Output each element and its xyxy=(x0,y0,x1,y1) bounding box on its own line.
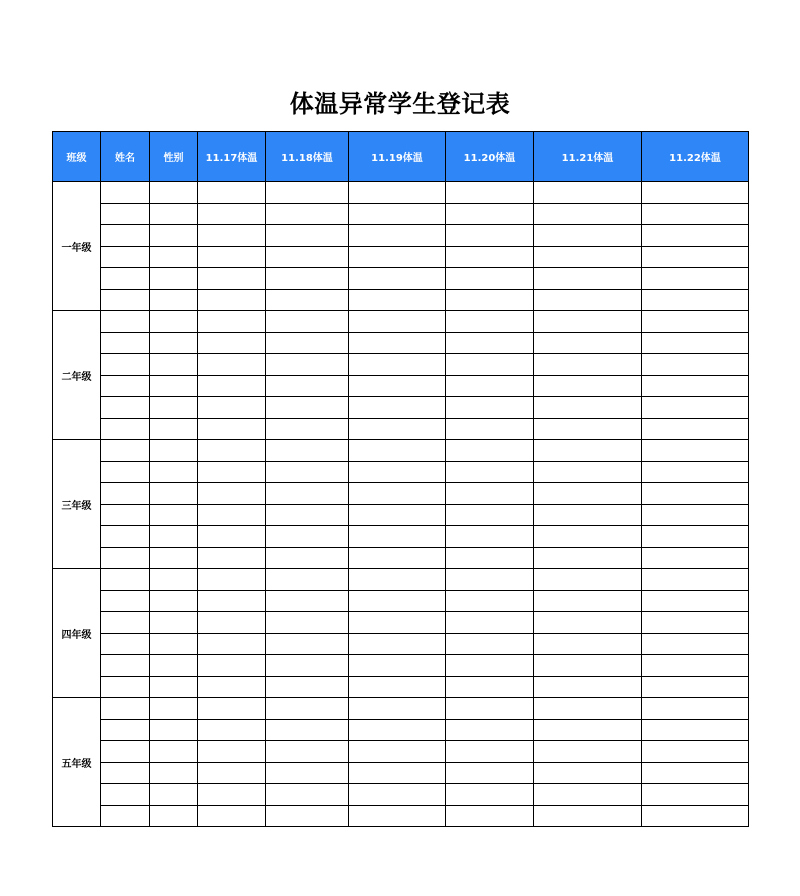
header-temp-1120: 11.20体温 xyxy=(446,132,534,182)
entry-cell[interactable] xyxy=(150,332,198,354)
entry-cell[interactable] xyxy=(101,612,150,634)
table-row xyxy=(53,719,749,741)
entry-cell[interactable] xyxy=(349,440,446,462)
entry-cell[interactable] xyxy=(101,741,150,763)
table-row xyxy=(53,225,749,247)
header-temp-1119: 11.19体温 xyxy=(349,132,446,182)
entry-cell[interactable] xyxy=(266,203,349,225)
entry-cell[interactable] xyxy=(642,289,749,311)
entry-cell[interactable] xyxy=(349,504,446,526)
entry-cell[interactable] xyxy=(534,741,642,763)
entry-cell[interactable] xyxy=(266,182,349,204)
entry-cell[interactable] xyxy=(349,784,446,806)
entry-cell[interactable] xyxy=(446,741,534,763)
entry-cell[interactable] xyxy=(101,698,150,720)
entry-cell[interactable] xyxy=(266,698,349,720)
table-row xyxy=(53,182,749,204)
entry-cell[interactable] xyxy=(198,397,266,419)
entry-cell[interactable] xyxy=(198,676,266,698)
table-row xyxy=(53,526,749,548)
entry-cell[interactable] xyxy=(266,397,349,419)
entry-cell[interactable] xyxy=(266,784,349,806)
entry-cell[interactable] xyxy=(198,461,266,483)
entry-cell[interactable] xyxy=(198,590,266,612)
entry-cell[interactable] xyxy=(534,504,642,526)
entry-cell[interactable] xyxy=(349,246,446,268)
entry-cell[interactable] xyxy=(642,569,749,591)
table-row xyxy=(53,762,749,784)
entry-cell[interactable] xyxy=(642,203,749,225)
entry-cell[interactable] xyxy=(266,655,349,677)
entry-cell[interactable] xyxy=(446,182,534,204)
entry-cell[interactable] xyxy=(198,526,266,548)
entry-cell[interactable] xyxy=(642,719,749,741)
entry-cell[interactable] xyxy=(446,590,534,612)
entry-cell[interactable] xyxy=(266,289,349,311)
entry-cell[interactable] xyxy=(349,762,446,784)
header-name: 姓名 xyxy=(101,132,150,182)
table-row xyxy=(53,246,749,268)
entry-cell[interactable] xyxy=(101,332,150,354)
entry-cell[interactable] xyxy=(446,569,534,591)
entry-cell[interactable] xyxy=(150,182,198,204)
entry-cell[interactable] xyxy=(642,655,749,677)
table-row xyxy=(53,741,749,763)
entry-cell[interactable] xyxy=(150,526,198,548)
entry-cell[interactable] xyxy=(266,504,349,526)
entry-cell[interactable] xyxy=(446,805,534,827)
entry-cell[interactable] xyxy=(642,461,749,483)
entry-cell[interactable] xyxy=(534,633,642,655)
temperature-register-table xyxy=(52,131,749,827)
entry-cell[interactable] xyxy=(534,397,642,419)
entry-cell[interactable] xyxy=(198,203,266,225)
entry-cell[interactable] xyxy=(349,397,446,419)
entry-cell[interactable] xyxy=(101,483,150,505)
header-class: 班级 xyxy=(53,132,101,182)
entry-cell[interactable] xyxy=(642,332,749,354)
entry-cell[interactable] xyxy=(150,741,198,763)
entry-cell[interactable] xyxy=(198,504,266,526)
entry-cell[interactable] xyxy=(534,311,642,333)
entry-cell[interactable] xyxy=(642,225,749,247)
entry-cell[interactable] xyxy=(266,547,349,569)
entry-cell[interactable] xyxy=(349,655,446,677)
table-row xyxy=(53,418,749,440)
entry-cell[interactable] xyxy=(446,418,534,440)
entry-cell[interactable] xyxy=(101,225,150,247)
entry-cell[interactable] xyxy=(349,526,446,548)
entry-cell[interactable] xyxy=(534,569,642,591)
entry-cell[interactable] xyxy=(150,719,198,741)
table-row xyxy=(53,698,749,720)
entry-cell[interactable] xyxy=(150,805,198,827)
entry-cell[interactable] xyxy=(446,762,534,784)
entry-cell[interactable] xyxy=(198,332,266,354)
entry-cell[interactable] xyxy=(349,547,446,569)
table-row xyxy=(53,569,749,591)
entry-cell[interactable] xyxy=(198,633,266,655)
entry-cell[interactable] xyxy=(642,418,749,440)
entry-cell[interactable] xyxy=(349,741,446,763)
class-label-cell: 一年级 xyxy=(53,182,101,311)
entry-cell[interactable] xyxy=(101,375,150,397)
entry-cell[interactable] xyxy=(534,483,642,505)
entry-cell[interactable] xyxy=(101,311,150,333)
entry-cell[interactable] xyxy=(266,418,349,440)
entry-cell[interactable] xyxy=(266,246,349,268)
entry-cell[interactable] xyxy=(349,225,446,247)
entry-cell[interactable] xyxy=(446,784,534,806)
entry-cell[interactable] xyxy=(198,268,266,290)
entry-cell[interactable] xyxy=(101,182,150,204)
entry-cell[interactable] xyxy=(101,655,150,677)
entry-cell[interactable] xyxy=(349,461,446,483)
table-row xyxy=(53,268,749,290)
entry-cell[interactable] xyxy=(101,203,150,225)
entry-cell[interactable] xyxy=(198,483,266,505)
entry-cell[interactable] xyxy=(266,311,349,333)
entry-cell[interactable] xyxy=(534,203,642,225)
entry-cell[interactable] xyxy=(446,483,534,505)
entry-cell[interactable] xyxy=(446,332,534,354)
table-row xyxy=(53,354,749,376)
entry-cell[interactable] xyxy=(446,547,534,569)
entry-cell[interactable] xyxy=(534,375,642,397)
entry-cell[interactable] xyxy=(349,203,446,225)
header-temp-1121: 11.21体温 xyxy=(534,132,642,182)
entry-cell[interactable] xyxy=(266,612,349,634)
entry-cell[interactable] xyxy=(349,590,446,612)
table-row xyxy=(53,332,749,354)
entry-cell[interactable] xyxy=(150,590,198,612)
entry-cell[interactable] xyxy=(642,784,749,806)
entry-cell[interactable] xyxy=(266,526,349,548)
entry-cell[interactable] xyxy=(101,805,150,827)
entry-cell[interactable] xyxy=(150,784,198,806)
entry-cell[interactable] xyxy=(198,246,266,268)
entry-cell[interactable] xyxy=(198,655,266,677)
table-row xyxy=(53,547,749,569)
entry-cell[interactable] xyxy=(198,719,266,741)
entry-cell[interactable] xyxy=(198,762,266,784)
entry-cell[interactable] xyxy=(198,612,266,634)
entry-cell[interactable] xyxy=(642,375,749,397)
entry-cell[interactable] xyxy=(446,268,534,290)
entry-cell[interactable] xyxy=(534,289,642,311)
table-row xyxy=(53,203,749,225)
entry-cell[interactable] xyxy=(101,246,150,268)
entry-cell[interactable] xyxy=(101,440,150,462)
class-label-cell: 五年级 xyxy=(53,698,101,827)
entry-cell[interactable] xyxy=(642,676,749,698)
entry-cell[interactable] xyxy=(534,547,642,569)
entry-cell[interactable] xyxy=(101,289,150,311)
entry-cell[interactable] xyxy=(446,612,534,634)
entry-cell[interactable] xyxy=(101,784,150,806)
entry-cell[interactable] xyxy=(198,182,266,204)
entry-cell[interactable] xyxy=(266,225,349,247)
entry-cell[interactable] xyxy=(534,225,642,247)
entry-cell[interactable] xyxy=(150,375,198,397)
header-temp-1122: 11.22体温 xyxy=(642,132,749,182)
table-row xyxy=(53,289,749,311)
entry-cell[interactable] xyxy=(266,483,349,505)
table-row xyxy=(53,483,749,505)
document-title: 体温异常学生登记表 xyxy=(289,90,511,118)
entry-cell[interactable] xyxy=(101,762,150,784)
table-row xyxy=(53,375,749,397)
header-row xyxy=(53,132,749,182)
entry-cell[interactable] xyxy=(349,805,446,827)
entry-cell[interactable] xyxy=(266,375,349,397)
entry-cell[interactable] xyxy=(266,268,349,290)
entry-cell[interactable] xyxy=(150,225,198,247)
entry-cell[interactable] xyxy=(642,741,749,763)
table-body xyxy=(53,182,749,827)
entry-cell[interactable] xyxy=(198,225,266,247)
entry-cell[interactable] xyxy=(266,676,349,698)
entry-cell[interactable] xyxy=(266,332,349,354)
entry-cell[interactable] xyxy=(534,805,642,827)
entry-cell[interactable] xyxy=(534,655,642,677)
entry-cell[interactable] xyxy=(446,633,534,655)
entry-cell[interactable] xyxy=(198,547,266,569)
entry-cell[interactable] xyxy=(101,719,150,741)
entry-cell[interactable] xyxy=(266,741,349,763)
entry-cell[interactable] xyxy=(101,504,150,526)
entry-cell[interactable] xyxy=(446,719,534,741)
table-row xyxy=(53,504,749,526)
entry-cell[interactable] xyxy=(150,698,198,720)
entry-cell[interactable] xyxy=(534,762,642,784)
entry-cell[interactable] xyxy=(642,246,749,268)
entry-cell[interactable] xyxy=(150,418,198,440)
entry-cell[interactable] xyxy=(198,698,266,720)
entry-cell[interactable] xyxy=(534,719,642,741)
entry-cell[interactable] xyxy=(446,375,534,397)
entry-cell[interactable] xyxy=(534,268,642,290)
entry-cell[interactable] xyxy=(446,203,534,225)
entry-cell[interactable] xyxy=(534,418,642,440)
table-row xyxy=(53,633,749,655)
entry-cell[interactable] xyxy=(349,569,446,591)
header-gender: 性别 xyxy=(150,132,198,182)
entry-cell[interactable] xyxy=(446,311,534,333)
entry-cell[interactable] xyxy=(266,633,349,655)
header-temp-1117: 11.17体温 xyxy=(198,132,266,182)
entry-cell[interactable] xyxy=(349,698,446,720)
entry-cell[interactable] xyxy=(150,655,198,677)
entry-cell[interactable] xyxy=(642,633,749,655)
class-label-cell: 四年级 xyxy=(53,569,101,698)
entry-cell[interactable] xyxy=(534,612,642,634)
entry-cell[interactable] xyxy=(198,784,266,806)
entry-cell[interactable] xyxy=(642,698,749,720)
entry-cell[interactable] xyxy=(198,418,266,440)
entry-cell[interactable] xyxy=(198,569,266,591)
entry-cell[interactable] xyxy=(446,397,534,419)
table-row xyxy=(53,461,749,483)
entry-cell[interactable] xyxy=(266,461,349,483)
entry-cell[interactable] xyxy=(642,612,749,634)
entry-cell[interactable] xyxy=(534,461,642,483)
entry-cell[interactable] xyxy=(534,354,642,376)
entry-cell[interactable] xyxy=(150,354,198,376)
entry-cell[interactable] xyxy=(534,246,642,268)
entry-cell[interactable] xyxy=(446,440,534,462)
entry-cell[interactable] xyxy=(198,741,266,763)
entry-cell[interactable] xyxy=(101,418,150,440)
entry-cell[interactable] xyxy=(349,268,446,290)
entry-cell[interactable] xyxy=(101,354,150,376)
entry-cell[interactable] xyxy=(150,762,198,784)
entry-cell[interactable] xyxy=(534,332,642,354)
entry-cell[interactable] xyxy=(266,440,349,462)
entry-cell[interactable] xyxy=(349,719,446,741)
entry-cell[interactable] xyxy=(349,354,446,376)
entry-cell[interactable] xyxy=(446,246,534,268)
table-row xyxy=(53,612,749,634)
entry-cell[interactable] xyxy=(150,461,198,483)
entry-cell[interactable] xyxy=(266,762,349,784)
entry-cell[interactable] xyxy=(642,762,749,784)
entry-cell[interactable] xyxy=(198,311,266,333)
entry-cell[interactable] xyxy=(534,526,642,548)
entry-cell[interactable] xyxy=(101,526,150,548)
entry-cell[interactable] xyxy=(534,182,642,204)
entry-cell[interactable] xyxy=(446,698,534,720)
entry-cell[interactable] xyxy=(534,440,642,462)
table-row xyxy=(53,311,749,333)
entry-cell[interactable] xyxy=(150,246,198,268)
entry-cell[interactable] xyxy=(198,289,266,311)
class-label-cell: 三年级 xyxy=(53,440,101,569)
entry-cell[interactable] xyxy=(534,676,642,698)
header-temp-1118: 11.18体温 xyxy=(266,132,349,182)
entry-cell[interactable] xyxy=(642,805,749,827)
entry-cell[interactable] xyxy=(150,203,198,225)
table-row xyxy=(53,805,749,827)
entry-cell[interactable] xyxy=(266,590,349,612)
entry-cell[interactable] xyxy=(642,354,749,376)
entry-cell[interactable] xyxy=(150,311,198,333)
entry-cell[interactable] xyxy=(266,354,349,376)
entry-cell[interactable] xyxy=(349,289,446,311)
entry-cell[interactable] xyxy=(101,590,150,612)
entry-cell[interactable] xyxy=(642,268,749,290)
entry-cell[interactable] xyxy=(101,633,150,655)
entry-cell[interactable] xyxy=(534,590,642,612)
entry-cell[interactable] xyxy=(349,633,446,655)
entry-cell[interactable] xyxy=(101,569,150,591)
entry-cell[interactable] xyxy=(150,289,198,311)
entry-cell[interactable] xyxy=(101,397,150,419)
entry-cell[interactable] xyxy=(150,397,198,419)
table-row xyxy=(53,655,749,677)
entry-cell[interactable] xyxy=(150,633,198,655)
class-label-cell: 二年级 xyxy=(53,311,101,440)
entry-cell[interactable] xyxy=(446,225,534,247)
entry-cell[interactable] xyxy=(266,569,349,591)
table-row xyxy=(53,676,749,698)
entry-cell[interactable] xyxy=(266,719,349,741)
entry-cell[interactable] xyxy=(349,182,446,204)
entry-cell[interactable] xyxy=(642,311,749,333)
entry-cell[interactable] xyxy=(446,289,534,311)
entry-cell[interactable] xyxy=(150,547,198,569)
entry-cell[interactable] xyxy=(446,461,534,483)
entry-cell[interactable] xyxy=(349,375,446,397)
entry-cell[interactable] xyxy=(642,547,749,569)
entry-cell[interactable] xyxy=(349,483,446,505)
entry-cell[interactable] xyxy=(101,461,150,483)
table-row xyxy=(53,440,749,462)
entry-cell[interactable] xyxy=(349,612,446,634)
entry-cell[interactable] xyxy=(642,504,749,526)
entry-cell[interactable] xyxy=(198,440,266,462)
entry-cell[interactable] xyxy=(150,440,198,462)
entry-cell[interactable] xyxy=(198,375,266,397)
entry-cell[interactable] xyxy=(446,676,534,698)
entry-cell[interactable] xyxy=(642,483,749,505)
entry-cell[interactable] xyxy=(446,354,534,376)
entry-cell[interactable] xyxy=(534,698,642,720)
entry-cell[interactable] xyxy=(150,483,198,505)
table-row xyxy=(53,784,749,806)
entry-cell[interactable] xyxy=(534,784,642,806)
table-row xyxy=(53,397,749,419)
entry-cell[interactable] xyxy=(642,526,749,548)
entry-cell[interactable] xyxy=(266,805,349,827)
entry-cell[interactable] xyxy=(642,182,749,204)
entry-cell[interactable] xyxy=(101,676,150,698)
entry-cell[interactable] xyxy=(101,547,150,569)
entry-cell[interactable] xyxy=(349,676,446,698)
entry-cell[interactable] xyxy=(349,311,446,333)
entry-cell[interactable] xyxy=(150,676,198,698)
entry-cell[interactable] xyxy=(198,805,266,827)
entry-cell[interactable] xyxy=(642,590,749,612)
entry-cell[interactable] xyxy=(150,504,198,526)
table-row xyxy=(53,590,749,612)
entry-cell[interactable] xyxy=(642,397,749,419)
entry-cell[interactable] xyxy=(101,268,150,290)
entry-cell[interactable] xyxy=(150,612,198,634)
entry-cell[interactable] xyxy=(642,440,749,462)
entry-cell[interactable] xyxy=(349,332,446,354)
entry-cell[interactable] xyxy=(349,418,446,440)
entry-cell[interactable] xyxy=(446,526,534,548)
entry-cell[interactable] xyxy=(446,655,534,677)
entry-cell[interactable] xyxy=(198,354,266,376)
entry-cell[interactable] xyxy=(150,569,198,591)
entry-cell[interactable] xyxy=(446,504,534,526)
entry-cell[interactable] xyxy=(150,268,198,290)
